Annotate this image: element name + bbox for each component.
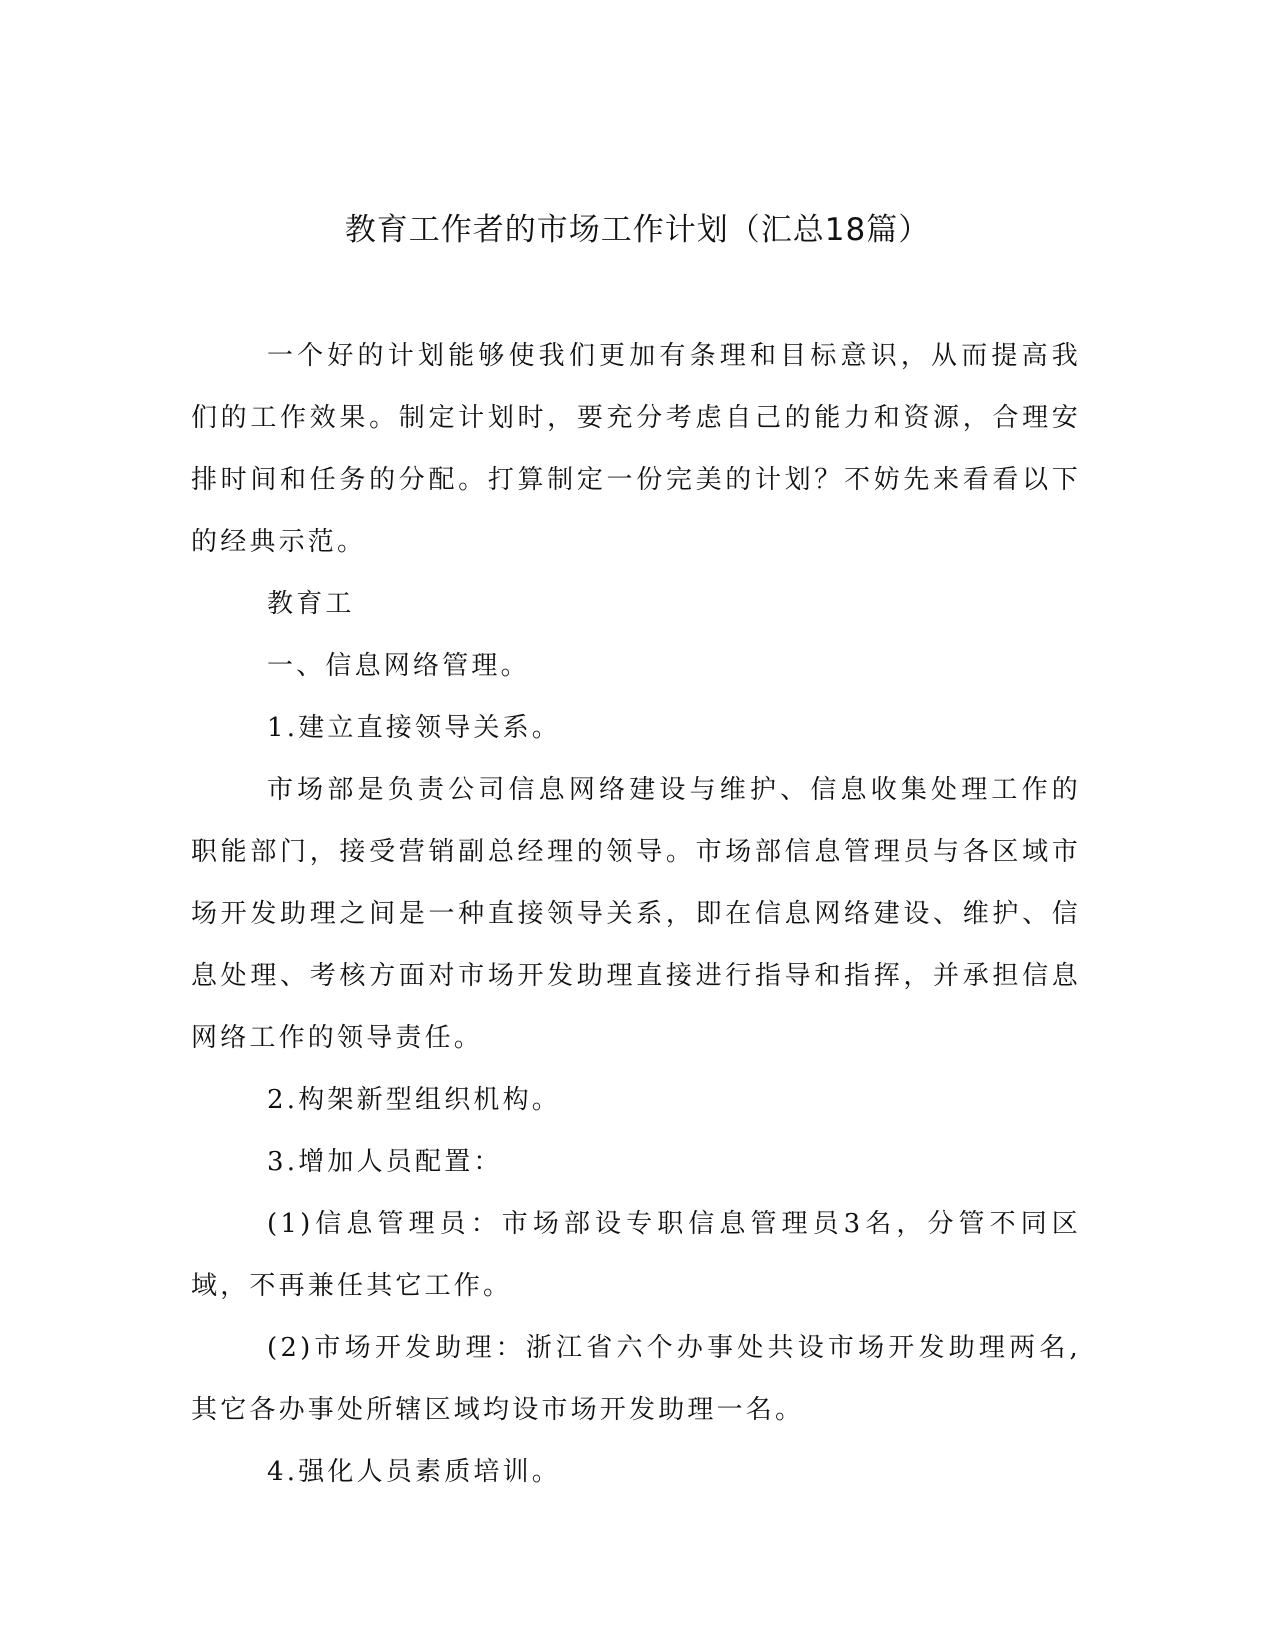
document-title: 教育工作者的市场工作计划（汇总18篇）	[344, 212, 931, 248]
paragraph-item-3: 3.增加人员配置：	[267, 1147, 503, 1177]
paragraph-sub-2: (2)市场开发助理：浙江省六个办事处共设市场开发助理两名,其它各办事处所辖区域均设市场开发助理一名。	[191, 1333, 1081, 1425]
paragraph-intro: 一个好的计划能够使我们更加有条理和目标意识，从而提高我们的工作效果。制定计划时，要充分考虑自己的能力和资源，合理安排时间和任务的分配。打算制定一份完美的计划？不妨先来看看以下的经典示范。	[191, 341, 1081, 557]
paragraph-heading-1: 一、信息网络管理。	[267, 651, 530, 681]
paragraph-item-1: 1.建立直接领导关系。	[267, 713, 562, 743]
paragraph-sub-1: (1)信息管理员：市场部设专职信息管理员3名，分管不同区域，不再兼任其它工作。	[191, 1209, 1081, 1301]
paragraph-market-dept: 市场部是负责公司信息网络建设与维护、信息收集处理工作的职能部门，接受营销副总经理的领导。市场部信息管理员与各区域市场开发助理之间是一种直接领导关系，即在信息网络建设、维护、信息处理、考核方面对市场开发助理直接进行指导和指挥，并承担信息网络工作的领导责任。	[191, 775, 1081, 1053]
paragraph-section-heading: 教育工	[267, 589, 355, 619]
document-body	[191, 325, 1081, 1503]
paragraph-item-4: 4.强化人员素质培训。	[267, 1457, 562, 1487]
paragraph-item-2: 2.构架新型组织机构。	[267, 1085, 562, 1115]
